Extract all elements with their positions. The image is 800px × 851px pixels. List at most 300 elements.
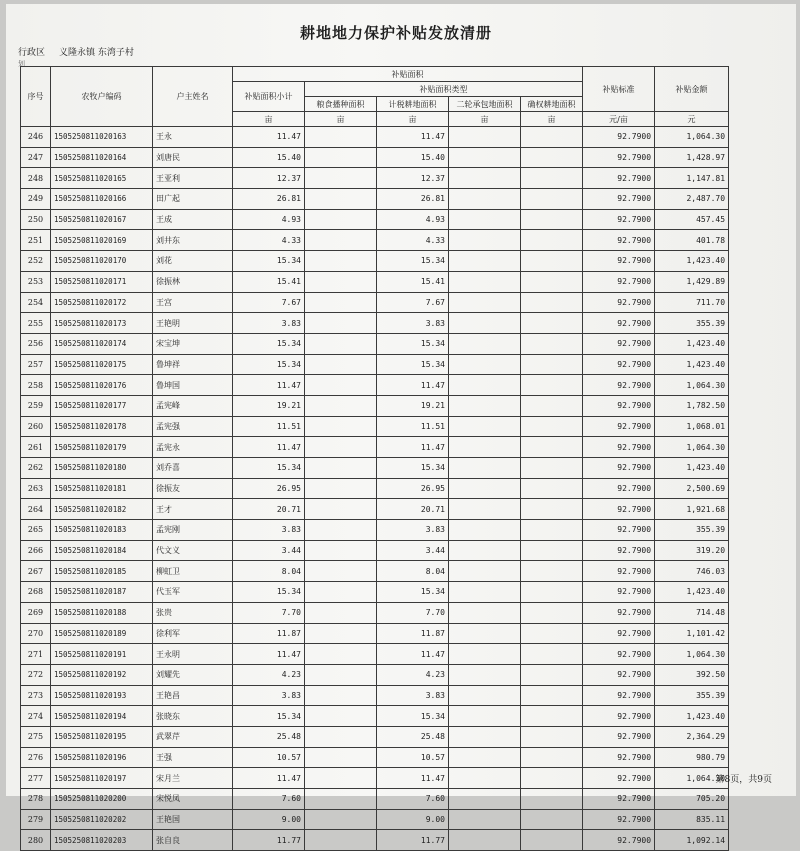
table-row — [21, 726, 729, 747]
grain-area-cell — [305, 789, 377, 810]
table-row — [21, 747, 729, 768]
name-cell: 柳虹卫 — [153, 561, 233, 582]
name-cell: 王永明 — [153, 644, 233, 665]
amount-cell: 980.79 — [655, 747, 729, 768]
contract-area-cell — [449, 644, 521, 665]
grain-area-cell — [305, 664, 377, 685]
seq-cell: 270 — [21, 623, 51, 644]
contract-area-cell — [449, 251, 521, 272]
seq-cell: 274 — [21, 706, 51, 727]
name-cell: 宋宝坤 — [153, 333, 233, 354]
area-subtotal-cell: 11.47 — [233, 644, 305, 665]
taxed-area-cell: 12.37 — [377, 168, 449, 189]
table-row — [21, 706, 729, 727]
contract-area-cell — [449, 478, 521, 499]
taxed-area-cell: 10.57 — [377, 747, 449, 768]
standard-cell: 92.7900 — [583, 623, 655, 644]
table-row — [21, 354, 729, 375]
standard-cell: 92.7900 — [583, 395, 655, 416]
grain-area-cell — [305, 416, 377, 437]
code-cell: 1505250811020179 — [51, 437, 153, 458]
seq-cell: 269 — [21, 602, 51, 623]
grain-area-cell — [305, 147, 377, 168]
area-subtotal-cell: 7.70 — [233, 602, 305, 623]
area-subtotal-cell: 10.57 — [233, 747, 305, 768]
page-title: 耕地地力保护补贴发放清册 — [299, 24, 492, 42]
confirmed-area-cell — [521, 230, 583, 251]
district-label: 行政区 — [18, 48, 46, 58]
standard-cell: 92.7900 — [583, 416, 655, 437]
taxed-area-cell: 15.34 — [377, 458, 449, 479]
area-subtotal-cell: 12.37 — [233, 168, 305, 189]
header-code: 农牧户编码 — [51, 67, 153, 127]
standard-cell: 92.7900 — [583, 478, 655, 499]
taxed-area-cell: 11.87 — [377, 623, 449, 644]
contract-area-cell — [449, 747, 521, 768]
area-subtotal-cell: 26.95 — [233, 478, 305, 499]
seq-cell: 258 — [21, 375, 51, 396]
table-row — [21, 292, 729, 313]
table-row — [21, 230, 729, 251]
name-cell: 徐振友 — [153, 478, 233, 499]
standard-cell: 92.7900 — [583, 602, 655, 623]
area-subtotal-cell: 15.34 — [233, 706, 305, 727]
seq-cell: 267 — [21, 561, 51, 582]
contract-area-cell — [449, 147, 521, 168]
code-cell: 1505250811020196 — [51, 747, 153, 768]
confirmed-area-cell — [521, 354, 583, 375]
name-cell: 刘耀先 — [153, 664, 233, 685]
grain-area-cell — [305, 520, 377, 541]
area-subtotal-cell: 20.71 — [233, 499, 305, 520]
seq-cell: 268 — [21, 582, 51, 603]
taxed-area-cell: 26.95 — [377, 478, 449, 499]
seq-cell: 261 — [21, 437, 51, 458]
grain-area-cell — [305, 809, 377, 830]
table-row — [21, 189, 729, 210]
code-cell: 1505250811020200 — [51, 789, 153, 810]
name-cell: 王艳明 — [153, 313, 233, 334]
confirmed-area-cell — [521, 726, 583, 747]
confirmed-area-cell — [521, 582, 583, 603]
seq-cell: 256 — [21, 333, 51, 354]
standard-cell: 92.7900 — [583, 354, 655, 375]
amount-cell: 1,428.97 — [655, 147, 729, 168]
table-row — [21, 127, 729, 148]
amount-cell: 1,423.40 — [655, 354, 729, 375]
table-row — [21, 602, 729, 623]
area-subtotal-cell: 3.44 — [233, 540, 305, 561]
taxed-area-cell: 15.34 — [377, 706, 449, 727]
name-cell: 宋悦凤 — [153, 789, 233, 810]
contract-area-cell — [449, 582, 521, 603]
table-row — [21, 561, 729, 582]
grain-area-cell — [305, 395, 377, 416]
name-cell: 孟宪强 — [153, 416, 233, 437]
name-cell: 王亚利 — [153, 168, 233, 189]
standard-cell: 92.7900 — [583, 768, 655, 789]
area-subtotal-cell: 11.77 — [233, 830, 305, 851]
name-cell: 武翠芹 — [153, 726, 233, 747]
name-cell: 王才 — [153, 499, 233, 520]
confirmed-area-cell — [521, 416, 583, 437]
header-standard: 补贴标准 — [583, 67, 655, 112]
standard-cell: 92.7900 — [583, 271, 655, 292]
seq-cell: 254 — [21, 292, 51, 313]
grain-area-cell — [305, 602, 377, 623]
header-area-type-group: 补贴面积类型 — [305, 82, 583, 97]
seq-cell: 248 — [21, 168, 51, 189]
taxed-area-cell: 15.34 — [377, 354, 449, 375]
name-cell: 张贵 — [153, 602, 233, 623]
table-row — [21, 458, 729, 479]
page-footer: 第8页，共9页 — [715, 775, 772, 785]
confirmed-area-cell — [521, 395, 583, 416]
taxed-area-cell: 11.47 — [377, 127, 449, 148]
area-subtotal-cell: 3.83 — [233, 313, 305, 334]
grain-area-cell — [305, 685, 377, 706]
standard-cell: 92.7900 — [583, 127, 655, 148]
seq-cell: 257 — [21, 354, 51, 375]
standard-cell: 92.7900 — [583, 789, 655, 810]
standard-cell: 92.7900 — [583, 209, 655, 230]
confirmed-area-cell — [521, 292, 583, 313]
contract-area-cell — [449, 230, 521, 251]
name-cell: 孟宪永 — [153, 437, 233, 458]
grain-area-cell — [305, 623, 377, 644]
amount-cell: 1,068.01 — [655, 416, 729, 437]
standard-cell: 92.7900 — [583, 313, 655, 334]
area-subtotal-cell: 7.60 — [233, 789, 305, 810]
name-cell: 鲁坤祥 — [153, 354, 233, 375]
seq-cell: 263 — [21, 478, 51, 499]
unit-confirmed: 亩 — [521, 112, 583, 127]
standard-cell: 92.7900 — [583, 726, 655, 747]
grain-area-cell — [305, 271, 377, 292]
table-row — [21, 313, 729, 334]
amount-cell: 711.70 — [655, 292, 729, 313]
confirmed-area-cell — [521, 189, 583, 210]
area-subtotal-cell: 15.34 — [233, 251, 305, 272]
taxed-area-cell: 11.47 — [377, 768, 449, 789]
contract-area-cell — [449, 664, 521, 685]
table-row — [21, 830, 729, 851]
confirmed-area-cell — [521, 768, 583, 789]
taxed-area-cell: 9.00 — [377, 809, 449, 830]
taxed-area-cell: 15.34 — [377, 251, 449, 272]
code-cell: 1505250811020185 — [51, 561, 153, 582]
area-subtotal-cell: 19.21 — [233, 395, 305, 416]
area-subtotal-cell: 15.34 — [233, 333, 305, 354]
code-cell: 1505250811020173 — [51, 313, 153, 334]
taxed-area-cell: 8.04 — [377, 561, 449, 582]
taxed-area-cell: 25.48 — [377, 726, 449, 747]
header-taxed-area: 计税耕地面积 — [377, 97, 449, 112]
confirmed-area-cell — [521, 747, 583, 768]
taxed-area-cell: 19.21 — [377, 395, 449, 416]
amount-cell: 392.50 — [655, 664, 729, 685]
contract-area-cell — [449, 602, 521, 623]
area-subtotal-cell: 3.83 — [233, 685, 305, 706]
grain-area-cell — [305, 189, 377, 210]
area-subtotal-cell: 9.00 — [233, 809, 305, 830]
code-cell: 1505250811020172 — [51, 292, 153, 313]
amount-cell: 835.11 — [655, 809, 729, 830]
seq-cell: 264 — [21, 499, 51, 520]
standard-cell: 92.7900 — [583, 830, 655, 851]
confirmed-area-cell — [521, 499, 583, 520]
taxed-area-cell: 11.47 — [377, 375, 449, 396]
area-subtotal-cell: 8.04 — [233, 561, 305, 582]
header-grain-area: 粮食播种面积 — [305, 97, 377, 112]
taxed-area-cell: 7.70 — [377, 602, 449, 623]
confirmed-area-cell — [521, 561, 583, 582]
code-cell: 1505250811020170 — [51, 251, 153, 272]
taxed-area-cell: 20.71 — [377, 499, 449, 520]
name-cell: 徐振林 — [153, 271, 233, 292]
unit-subtotal: 亩 — [233, 112, 305, 127]
amount-cell: 1,423.40 — [655, 251, 729, 272]
subsidy-register-table — [20, 66, 729, 851]
taxed-area-cell: 11.77 — [377, 830, 449, 851]
unit-amount: 元 — [655, 112, 729, 127]
confirmed-area-cell — [521, 602, 583, 623]
table-row — [21, 768, 729, 789]
unit-grain: 亩 — [305, 112, 377, 127]
name-cell: 张晓东 — [153, 706, 233, 727]
standard-cell: 92.7900 — [583, 251, 655, 272]
contract-area-cell — [449, 499, 521, 520]
amount-cell: 1,423.40 — [655, 458, 729, 479]
confirmed-area-cell — [521, 478, 583, 499]
table-row — [21, 437, 729, 458]
table-row — [21, 416, 729, 437]
seq-cell: 273 — [21, 685, 51, 706]
amount-cell: 319.20 — [655, 540, 729, 561]
grain-area-cell — [305, 375, 377, 396]
grain-area-cell — [305, 706, 377, 727]
contract-area-cell — [449, 561, 521, 582]
seq-cell: 278 — [21, 789, 51, 810]
taxed-area-cell: 3.44 — [377, 540, 449, 561]
code-cell: 1505250811020164 — [51, 147, 153, 168]
grain-area-cell — [305, 168, 377, 189]
standard-cell: 92.7900 — [583, 644, 655, 665]
confirmed-area-cell — [521, 375, 583, 396]
code-cell: 1505250811020203 — [51, 830, 153, 851]
district-value: 义隆永镇 东湾子村 — [59, 48, 134, 58]
table-row — [21, 271, 729, 292]
table-row — [21, 623, 729, 644]
name-cell: 王永 — [153, 127, 233, 148]
amount-cell: 746.03 — [655, 561, 729, 582]
standard-cell: 92.7900 — [583, 520, 655, 541]
grain-area-cell — [305, 830, 377, 851]
grain-area-cell — [305, 499, 377, 520]
district-line — [18, 45, 134, 68]
amount-cell: 1,101.42 — [655, 623, 729, 644]
contract-area-cell — [449, 520, 521, 541]
code-cell: 1505250811020202 — [51, 809, 153, 830]
grain-area-cell — [305, 251, 377, 272]
seq-cell: 276 — [21, 747, 51, 768]
table-row — [21, 209, 729, 230]
name-cell: 徐利军 — [153, 623, 233, 644]
seq-cell: 277 — [21, 768, 51, 789]
name-cell: 张自良 — [153, 830, 233, 851]
grain-area-cell — [305, 726, 377, 747]
table-row — [21, 395, 729, 416]
seq-cell: 260 — [21, 416, 51, 437]
name-cell: 鲁坤国 — [153, 375, 233, 396]
amount-cell: 1,782.50 — [655, 395, 729, 416]
area-subtotal-cell: 26.81 — [233, 189, 305, 210]
area-subtotal-cell: 11.47 — [233, 437, 305, 458]
grain-area-cell — [305, 540, 377, 561]
taxed-area-cell: 11.47 — [377, 437, 449, 458]
contract-area-cell — [449, 540, 521, 561]
amount-cell: 355.39 — [655, 685, 729, 706]
table-row — [21, 789, 729, 810]
contract-area-cell — [449, 395, 521, 416]
header-amount: 补贴金额 — [655, 67, 729, 112]
seq-cell: 251 — [21, 230, 51, 251]
table-row — [21, 478, 729, 499]
table-row — [21, 685, 729, 706]
amount-cell: 2,364.29 — [655, 726, 729, 747]
confirmed-area-cell — [521, 520, 583, 541]
confirmed-area-cell — [521, 685, 583, 706]
confirmed-area-cell — [521, 127, 583, 148]
taxed-area-cell: 11.47 — [377, 644, 449, 665]
taxed-area-cell: 7.60 — [377, 789, 449, 810]
area-subtotal-cell: 4.33 — [233, 230, 305, 251]
name-cell: 孟宪峰 — [153, 395, 233, 416]
code-cell: 1505250811020187 — [51, 582, 153, 603]
grain-area-cell — [305, 561, 377, 582]
register-body — [21, 127, 729, 851]
amount-cell: 1,064.30 — [655, 644, 729, 665]
grain-area-cell — [305, 354, 377, 375]
contract-area-cell — [449, 354, 521, 375]
confirmed-area-cell — [521, 209, 583, 230]
code-cell: 1505250811020192 — [51, 664, 153, 685]
confirmed-area-cell — [521, 251, 583, 272]
standard-cell: 92.7900 — [583, 685, 655, 706]
table-row — [21, 147, 729, 168]
table-row — [21, 520, 729, 541]
contract-area-cell — [449, 809, 521, 830]
amount-cell: 355.39 — [655, 520, 729, 541]
standard-cell: 92.7900 — [583, 375, 655, 396]
code-cell: 150525081102016З — [51, 127, 153, 148]
contract-area-cell — [449, 768, 521, 789]
code-cell: 1505250811020188 — [51, 602, 153, 623]
standard-cell: 92.7900 — [583, 189, 655, 210]
taxed-area-cell: 3.83 — [377, 685, 449, 706]
confirmed-area-cell — [521, 644, 583, 665]
amount-cell: 1,064.30 — [655, 768, 729, 789]
grain-area-cell — [305, 230, 377, 251]
grain-area-cell — [305, 437, 377, 458]
amount-cell: 2,487.70 — [655, 189, 729, 210]
contract-area-cell — [449, 313, 521, 334]
code-cell: 1505250811020178 — [51, 416, 153, 437]
code-cell: 1505250811020183 — [51, 520, 153, 541]
name-cell: 代文义 — [153, 540, 233, 561]
name-cell: 代玉军 — [153, 582, 233, 603]
code-cell: 1505250811020174 — [51, 333, 153, 354]
code-cell: 1505250811020182 — [51, 499, 153, 520]
confirmed-area-cell — [521, 706, 583, 727]
confirmed-area-cell — [521, 458, 583, 479]
seq-cell: 279 — [21, 809, 51, 830]
standard-cell: 92.7900 — [583, 458, 655, 479]
taxed-area-cell: 4.93 — [377, 209, 449, 230]
contract-area-cell — [449, 292, 521, 313]
code-cell: 1505250811020184 — [51, 540, 153, 561]
table-row — [21, 809, 729, 830]
code-cell: 1505250811020166 — [51, 189, 153, 210]
code-cell: 1505250811020189 — [51, 623, 153, 644]
standard-cell: 92.7900 — [583, 333, 655, 354]
standard-cell: 92.7900 — [583, 809, 655, 830]
standard-cell: 92.7900 — [583, 292, 655, 313]
grain-area-cell — [305, 292, 377, 313]
taxed-area-cell: 11.51 — [377, 416, 449, 437]
contract-area-cell — [449, 416, 521, 437]
area-subtotal-cell: 15.34 — [233, 582, 305, 603]
name-cell: 孟宪刚 — [153, 520, 233, 541]
standard-cell: 92.7900 — [583, 230, 655, 251]
table-row — [21, 333, 729, 354]
confirmed-area-cell — [521, 809, 583, 830]
table-row — [21, 644, 729, 665]
contract-area-cell — [449, 437, 521, 458]
amount-cell: 705.20 — [655, 789, 729, 810]
unit-contract: 亩 — [449, 112, 521, 127]
grain-area-cell — [305, 747, 377, 768]
seq-cell: 271 — [21, 644, 51, 665]
name-cell: 王艳昌 — [153, 685, 233, 706]
name-cell: 宋月兰 — [153, 768, 233, 789]
area-subtotal-cell: 15.41 — [233, 271, 305, 292]
amount-cell: 1,423.40 — [655, 333, 729, 354]
seq-cell: 250 — [21, 209, 51, 230]
amount-cell: 2,500.69 — [655, 478, 729, 499]
seq-cell: 246 — [21, 127, 51, 148]
confirmed-area-cell — [521, 437, 583, 458]
name-cell: 王宫 — [153, 292, 233, 313]
standard-cell: 92.7900 — [583, 168, 655, 189]
district-label-tail: 划 — [18, 60, 25, 68]
contract-area-cell — [449, 706, 521, 727]
name-cell: 王艳国 — [153, 809, 233, 830]
seq-cell: 253 — [21, 271, 51, 292]
contract-area-cell — [449, 333, 521, 354]
code-cell: 1505250811020165 — [51, 168, 153, 189]
contract-area-cell — [449, 189, 521, 210]
table-row — [21, 499, 729, 520]
amount-cell: 401.78 — [655, 230, 729, 251]
area-subtotal-cell: 4.23 — [233, 664, 305, 685]
name-cell: 王成 — [153, 209, 233, 230]
code-cell: 1505250811020171 — [51, 271, 153, 292]
taxed-area-cell: 4.23 — [377, 664, 449, 685]
code-cell: 1505250811020177 — [51, 395, 153, 416]
contract-area-cell — [449, 209, 521, 230]
header-area-subtotal: 补贴面积小计 — [233, 82, 305, 112]
